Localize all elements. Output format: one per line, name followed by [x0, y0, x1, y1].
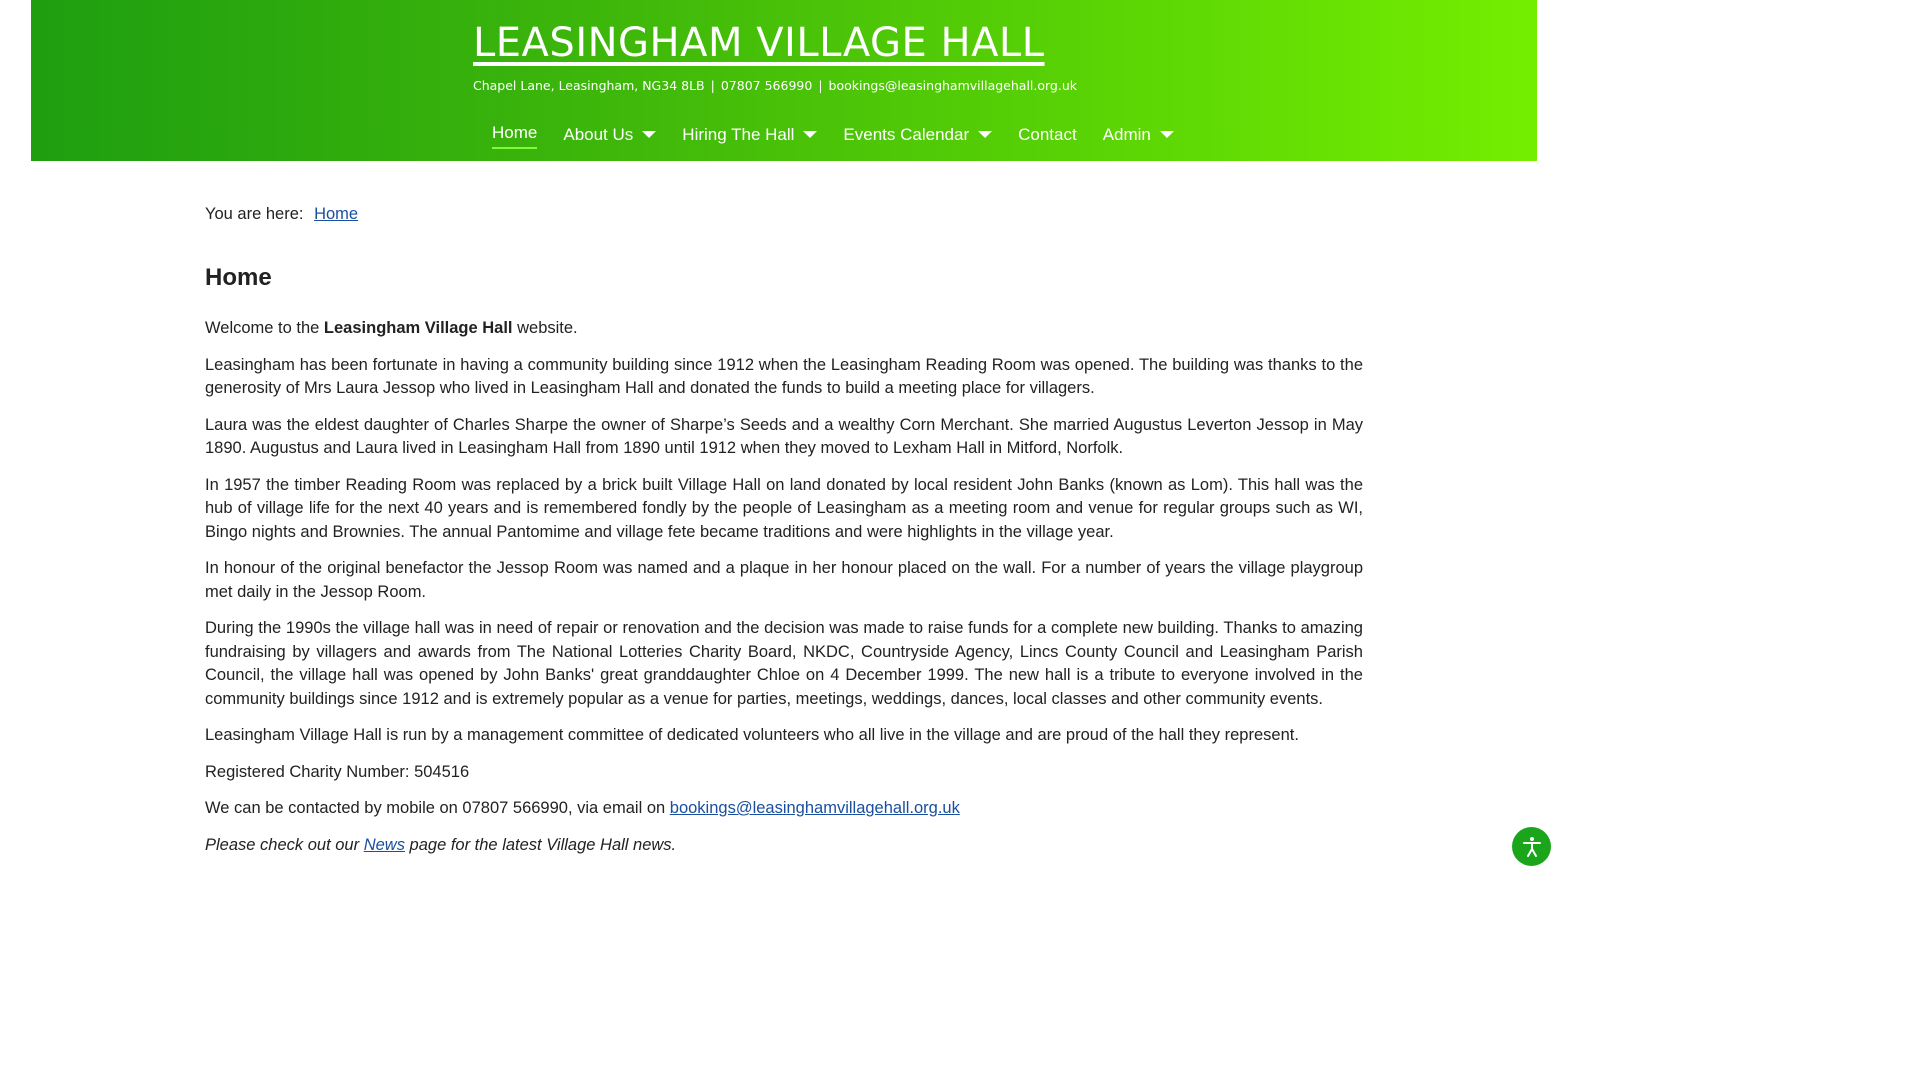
header-phone: 07807 566990 [720, 78, 813, 93]
main-content [205, 317, 1363, 870]
site-title-link[interactable]: LEASINGHAM VILLAGE HALL [473, 20, 1045, 66]
welcome-hall-name: Leasingham Village Hall [323, 319, 513, 337]
breadcrumb-prefix: You are here: [205, 205, 304, 223]
nav-item-about-us[interactable] [563, 120, 656, 149]
nav-item-label: Home [492, 120, 537, 149]
caret-down-icon [642, 131, 656, 138]
contact-paragraph [205, 797, 1363, 821]
contact-text: We can be contacted by mobile on 07807 566990, via email on [205, 799, 670, 817]
charity-number: Registered Charity Number: 504516 [205, 762, 470, 781]
history-paragraph: In 1957 the timber Reading Room was replaced by a brick built Village Hall on land donated by local resident John Banks (known as Lom). This hall was the hub of village life for the next 40 years and is remembered fondly by the people of Leasingham as a meeting room and venue for regular groups such as WI, Bingo nights and Brownies. The annual Pantomime and village fete became traditions and were highlights in the village year. [205, 475, 1363, 541]
nav-item-label: Events Calendar [843, 124, 970, 144]
header-address: Chapel Lane, Leasingham, NG34 8LB [473, 78, 705, 93]
nav-item-label: Admin [1102, 124, 1151, 144]
accessibility-icon [1520, 835, 1544, 859]
history-paragraph: During the 1990s the village hall was in need of repair or renovation and the decision was made to raise funds for a complete new building. Thanks to amazing fundraising by villagers and awards from The National Lotteries Charity Board, NKDC, Countryside Agency, Lincs County Council and Leasingham Parish Council, the village hall was opened by John Banks' great granddaughter Chloe on 4 December 1999. The new hall is a tribute to everyone involved in the community buildings since 1912 and is extremely popular as a venue for parties, meetings, weddings, dances, local classes and other community events. [205, 619, 1363, 708]
welcome-text: Welcome to the [205, 319, 324, 337]
nav-item-events-calendar[interactable] [843, 120, 992, 149]
news-text: Please check out our [205, 835, 364, 854]
main-nav [492, 120, 1200, 149]
caret-down-icon [978, 131, 992, 138]
accessibility-button[interactable] [1512, 827, 1551, 866]
history-paragraph: Leasingham has been fortunate in having a community building since 1912 when the Leasingham Reading Room was opened. The building was thanks to the generosity of Mrs Laura Jessop who lived in Leasingham Hall and donated the funds to build a meeting place for villagers. [205, 355, 1363, 397]
header-email: bookings@leasinghamvillagehall.org.uk [828, 78, 1078, 93]
nav-item-hiring-the-hall[interactable] [682, 120, 817, 149]
caret-down-icon [1160, 131, 1174, 138]
header-contact-line [473, 77, 1077, 95]
news-link[interactable]: News [363, 835, 405, 854]
breadcrumb-link-home[interactable]: Home [314, 205, 359, 223]
history-paragraph: Laura was the eldest daughter of Charles Sharpe the owner of Sharpe’s Seeds and a wealthy Corn Merchant. She married Augustus Leverton Jessop in May 1890. Augustus and Laura lived in Leasingham Hall from 1890 until 1912 when they moved to Lexham Hall in Mitford, Norfolk. [205, 415, 1363, 457]
page-title: Home [205, 264, 272, 291]
welcome-paragraph [205, 317, 1363, 341]
site-header [31, 0, 1537, 161]
nav-item-home[interactable] [492, 120, 537, 149]
nav-item-contact[interactable] [1018, 120, 1077, 149]
news-text: page for the latest Village Hall news. [404, 835, 677, 854]
caret-down-icon [803, 131, 817, 138]
separator: | [710, 78, 715, 93]
contact-email-link[interactable]: bookings@leasinghamvillagehall.org.uk [669, 799, 960, 817]
breadcrumb [205, 203, 358, 225]
nav-item-label: About Us [563, 124, 634, 144]
nav-item-admin[interactable] [1103, 120, 1174, 149]
nav-item-label: Contact [1018, 124, 1077, 144]
separator: | [818, 78, 823, 93]
news-paragraph [205, 834, 1363, 858]
committee-paragraph: Leasingham Village Hall is run by a management committee of dedicated volunteers who all live in the village and are proud of the hall they represent. [205, 726, 1299, 744]
nav-item-label: Hiring The Hall [682, 124, 795, 144]
history-paragraph: In honour of the original benefactor the Jessop Room was named and a plaque in her honour placed on the wall. For a number of years the village playgroup met daily in the Jessop Room. [205, 559, 1363, 601]
welcome-text: website. [512, 319, 578, 337]
